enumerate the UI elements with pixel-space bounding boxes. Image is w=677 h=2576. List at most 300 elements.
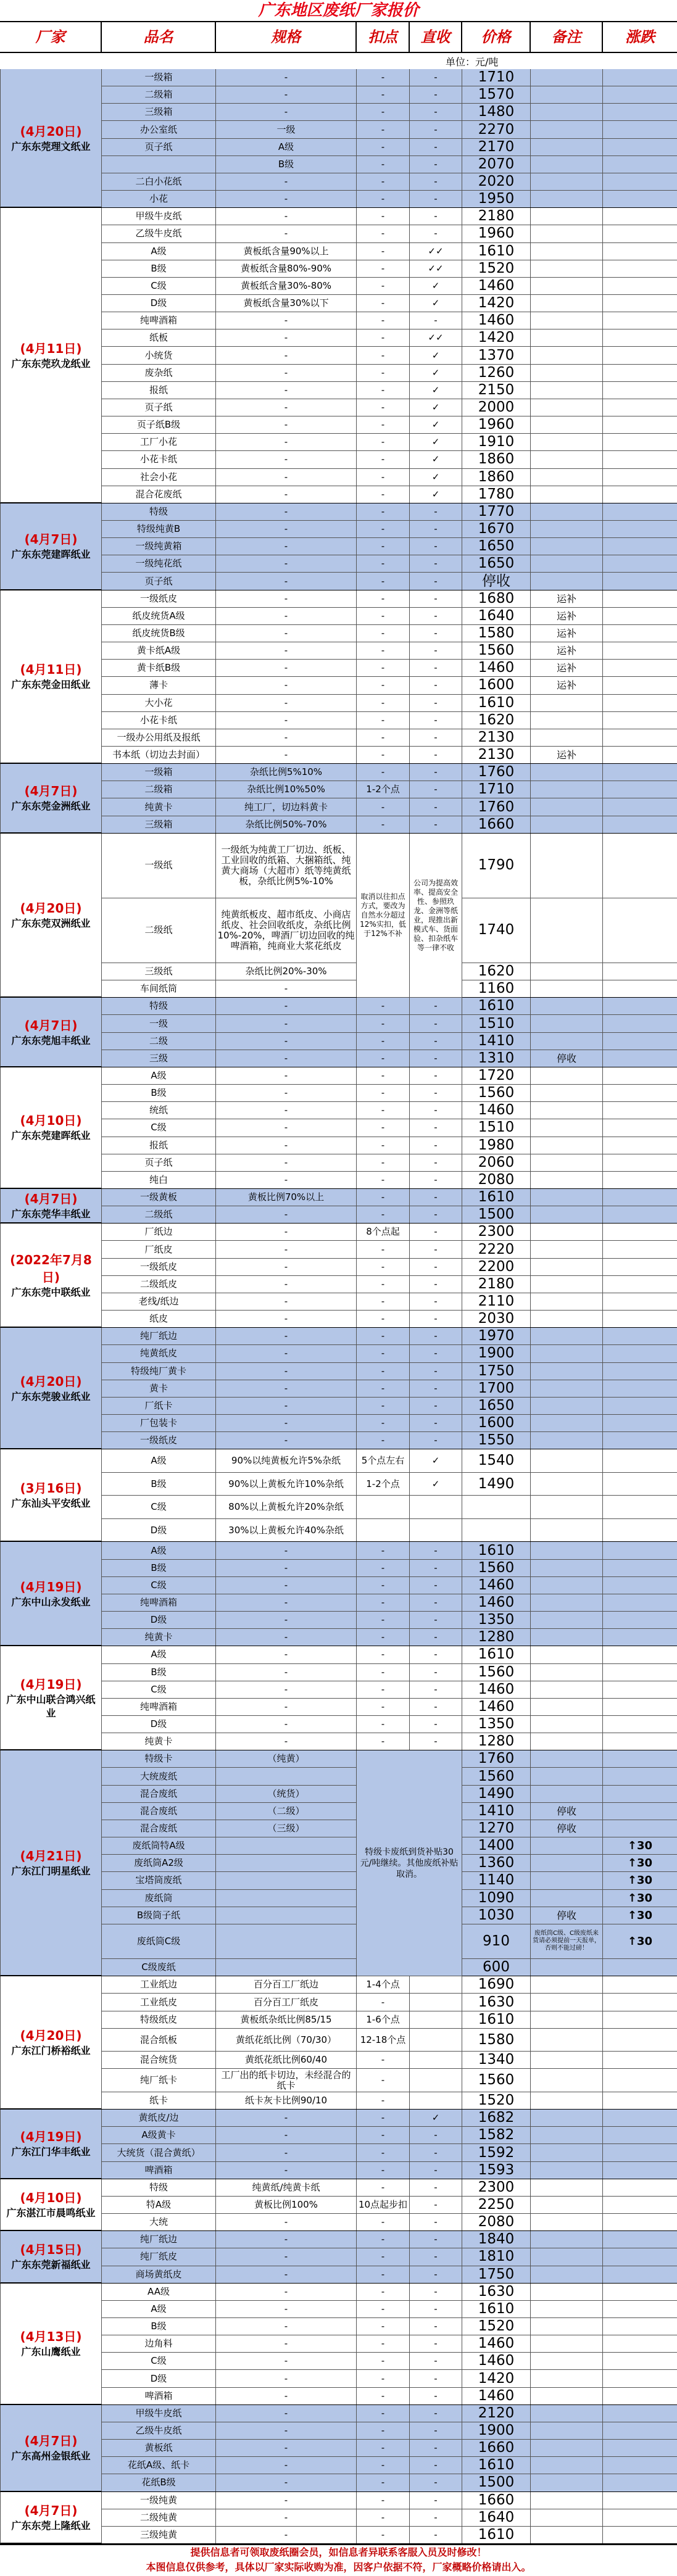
factory-date: (4月13日) xyxy=(20,2329,82,2345)
accept-cell: - xyxy=(410,191,462,208)
spec-cell: - xyxy=(216,2335,357,2353)
spec-cell: - xyxy=(216,998,357,1015)
product-cell: 小花卡纸 xyxy=(102,451,216,468)
spec-cell: - xyxy=(216,642,357,660)
spec-cell: - xyxy=(216,1542,357,1559)
product-cell: 页子纸 xyxy=(102,1154,216,1172)
factory-date: (4月10日) xyxy=(20,2190,82,2205)
price-cell: 1400 xyxy=(462,1837,531,1855)
table-header xyxy=(0,21,677,53)
deduct-cell: - xyxy=(357,2092,410,2110)
price-cell: 1140 xyxy=(462,1872,531,1889)
spec-cell: - xyxy=(216,312,357,329)
change-cell xyxy=(603,1050,677,1067)
spec-cell xyxy=(216,1837,357,1855)
product-cell: 特级纯厂黄卡 xyxy=(102,1363,216,1380)
product-cell: 页子纸B级 xyxy=(102,416,216,434)
accept-cell: - xyxy=(410,521,462,538)
spec-cell: - xyxy=(216,2266,357,2284)
product-cell: B级 xyxy=(102,1664,216,1681)
note-cell xyxy=(531,1154,603,1172)
change-cell xyxy=(603,2422,677,2440)
note-cell xyxy=(531,695,603,712)
spec-cell: - xyxy=(216,1015,357,1032)
change-cell xyxy=(603,781,677,798)
deduct-cell: - xyxy=(357,1033,410,1050)
product-cell: D级 xyxy=(102,1716,216,1733)
change-cell xyxy=(603,121,677,138)
merged-note: 公司为提高效率、提高安全性、参照玖龙、金洲等纸业，现推出新模式车、货面验、扣杂纸车等一律不收 xyxy=(410,834,462,998)
price-cell: 1460 xyxy=(462,1699,531,1716)
price-cell: 2120 xyxy=(462,2405,531,2422)
deduct-cell: - xyxy=(357,521,410,538)
accept-cell: - xyxy=(410,1664,462,1681)
accept-cell: ✓ xyxy=(410,295,462,312)
accept-cell: - xyxy=(410,1015,462,1032)
note-cell: 运补 xyxy=(531,625,603,642)
price-cell: 1460 xyxy=(462,1594,531,1612)
header-price: 价格 xyxy=(462,22,531,52)
change-cell xyxy=(603,225,677,242)
note-cell xyxy=(531,1994,603,2011)
change-cell xyxy=(603,1137,677,1154)
note-cell xyxy=(531,1646,603,1663)
change-cell xyxy=(603,1560,677,1577)
note-cell: 废纸筒C级、C级废纸来货请必须提前一天报单，否则不能过磅！ xyxy=(531,1924,603,1959)
note-cell xyxy=(531,816,603,834)
change-cell xyxy=(603,2388,677,2405)
product-cell: 统纸 xyxy=(102,1102,216,1119)
change-cell xyxy=(603,2266,677,2284)
price-cell: 1610 xyxy=(462,695,531,712)
note-cell xyxy=(531,998,603,1015)
price-cell: 1420 xyxy=(462,295,531,312)
change-cell xyxy=(603,2162,677,2179)
product-cell: D级 xyxy=(102,1612,216,1629)
product-cell: 甲级牛皮纸 xyxy=(102,2405,216,2422)
change-cell xyxy=(603,521,677,538)
note-cell xyxy=(531,1786,603,1803)
spec-cell: - xyxy=(216,2162,357,2179)
note-cell xyxy=(531,1119,603,1137)
product-cell: 纯啤酒箱 xyxy=(102,312,216,329)
spec-cell: - xyxy=(216,208,357,225)
deduct-cell: - xyxy=(357,1137,410,1154)
spec-cell: 黄板纸含量30%以下 xyxy=(216,295,357,312)
product-cell: 一级箱 xyxy=(102,69,216,86)
change-cell xyxy=(603,2144,677,2161)
deduct-cell: - xyxy=(357,2248,410,2266)
change-cell xyxy=(603,1415,677,1432)
deduct-cell: - xyxy=(357,208,410,225)
change-cell xyxy=(603,538,677,555)
change-cell xyxy=(603,2011,677,2029)
factory-date: (4月11日) xyxy=(20,341,82,356)
price-cell: 1610 xyxy=(462,998,531,1015)
product-cell: 纯黄卡 xyxy=(102,1629,216,1646)
product-cell: 一级 xyxy=(102,1015,216,1032)
product-cell: 废纸筒C级 xyxy=(102,1924,216,1959)
deduct-cell: 1-4个点 xyxy=(357,1976,410,1994)
change-cell xyxy=(603,1612,677,1629)
accept-cell: - xyxy=(410,2318,462,2335)
deduct-cell: - xyxy=(357,69,410,86)
change-cell xyxy=(603,1154,677,1172)
spec-cell: - xyxy=(216,677,357,694)
product-cell: 一级办公用纸及报纸 xyxy=(102,729,216,747)
deduct-cell: 10点起步扣 xyxy=(357,2197,410,2214)
deduct-cell: - xyxy=(357,1067,410,1085)
accept-cell: - xyxy=(410,1293,462,1311)
price-cell: 2170 xyxy=(462,139,531,156)
deduct-cell: - xyxy=(357,86,410,104)
product-cell: B级 xyxy=(102,1085,216,1102)
note-cell xyxy=(531,469,603,486)
spec-cell: 纯黄纸板皮、超市纸皮、小商店纸皮、社会回收纸皮，杂纸比例10%-20%，啤酒厂切边回收的纯啤酒箱，纯商业大浆花纸皮 xyxy=(216,898,357,963)
change-cell xyxy=(603,2353,677,2370)
deduct-cell: - xyxy=(357,2527,410,2544)
spec-cell: - xyxy=(216,2440,357,2457)
note-cell xyxy=(531,173,603,191)
deduct-cell: 5个点左右 xyxy=(357,1449,410,1473)
deduct-cell: - xyxy=(357,173,410,191)
change-cell xyxy=(603,677,677,694)
deduct-cell: - xyxy=(357,1276,410,1293)
deduct-cell: - xyxy=(357,1612,410,1629)
change-cell xyxy=(603,2029,677,2052)
accept-cell: - xyxy=(410,1577,462,1594)
change-cell xyxy=(603,1519,677,1543)
accept-cell xyxy=(410,2011,462,2029)
accept-cell: - xyxy=(410,173,462,191)
note-cell xyxy=(531,1855,603,1872)
product-cell: 废纸筒 xyxy=(102,1890,216,1907)
spec-cell: - xyxy=(216,469,357,486)
change-cell xyxy=(603,625,677,642)
product-cell: 页子纸 xyxy=(102,399,216,416)
product-cell: B级 xyxy=(102,1473,216,1496)
price-cell: 1460 xyxy=(462,278,531,295)
product-cell: 花纸A级、纸卡 xyxy=(102,2457,216,2474)
note-cell xyxy=(531,1380,603,1398)
spec-cell: - xyxy=(216,1398,357,1415)
change-cell xyxy=(603,278,677,295)
note-cell xyxy=(531,1067,603,1085)
note-cell xyxy=(531,139,603,156)
note-cell xyxy=(531,2029,603,2052)
note-cell: 停收 xyxy=(531,1820,603,1837)
product-cell: A级 xyxy=(102,2301,216,2318)
note-cell xyxy=(531,1959,603,1976)
product-cell: 废纸筒A2级 xyxy=(102,1855,216,1872)
deduct-cell: - xyxy=(357,1380,410,1398)
accept-cell: - xyxy=(410,1259,462,1276)
price-cell: 1620 xyxy=(462,963,531,980)
accept-cell: - xyxy=(410,1345,462,1362)
factory-cell xyxy=(0,1189,102,1224)
spec-cell: - xyxy=(216,1293,357,1311)
factory-name: 广东江门桥裕纸业 xyxy=(11,2045,91,2057)
note-cell xyxy=(531,2231,603,2248)
change-cell xyxy=(603,260,677,278)
product-cell: A级 xyxy=(102,243,216,260)
accept-cell: - xyxy=(410,608,462,625)
accept-cell: - xyxy=(410,1189,462,1206)
note-cell: 停收 xyxy=(531,1050,603,1067)
deduct-cell: 12-18个点 xyxy=(357,2029,410,2052)
note-cell xyxy=(531,1560,603,1577)
price-cell: 1520 xyxy=(462,2092,531,2110)
spec-cell: - xyxy=(216,1276,357,1293)
price-cell: 1550 xyxy=(462,1432,531,1449)
header-product: 品名 xyxy=(102,22,216,52)
note-cell xyxy=(531,1664,603,1681)
product-cell: 一级纯黄 xyxy=(102,2492,216,2509)
change-cell xyxy=(603,1102,677,1119)
accept-cell: - xyxy=(410,764,462,781)
change-cell xyxy=(603,2231,677,2248)
note-cell xyxy=(531,2110,603,2127)
deduct-cell: - xyxy=(357,798,410,816)
note-cell xyxy=(531,1750,603,1768)
change-cell xyxy=(603,1015,677,1032)
spec-cell: - xyxy=(216,1206,357,1224)
deduct-cell: - xyxy=(357,2370,410,2387)
note-cell: 运补 xyxy=(531,677,603,694)
change-cell xyxy=(603,1594,677,1612)
price-cell: 1490 xyxy=(462,1473,531,1496)
change-cell xyxy=(603,2110,677,2127)
note-cell xyxy=(531,1102,603,1119)
spec-cell: - xyxy=(216,1577,357,1594)
factory-cell xyxy=(0,2231,102,2283)
spec-cell xyxy=(216,1872,357,1889)
spec-cell: 黄板纸含量80%-90% xyxy=(216,260,357,278)
price-cell: 1582 xyxy=(462,2127,531,2144)
product-cell: C级 xyxy=(102,1119,216,1137)
deduct-cell: - xyxy=(357,1398,410,1415)
change-cell xyxy=(603,2440,677,2457)
note-cell xyxy=(531,573,603,590)
note-cell xyxy=(531,69,603,86)
accept-cell: - xyxy=(410,1681,462,1699)
spec-cell: - xyxy=(216,712,357,729)
deduct-cell: - xyxy=(357,486,410,503)
accept-cell: - xyxy=(410,1594,462,1612)
note-cell xyxy=(531,1681,603,1699)
factory-name: 广东东莞理文纸业 xyxy=(11,140,91,152)
product-cell: D级 xyxy=(102,295,216,312)
change-cell xyxy=(603,573,677,590)
product-cell: 商场黄纸皮 xyxy=(102,2266,216,2284)
note-cell xyxy=(531,1398,603,1415)
change-cell xyxy=(603,729,677,747)
product-cell: 二级 xyxy=(102,1033,216,1050)
product-cell: 大统货（混合黄纸） xyxy=(102,2144,216,2161)
change-cell xyxy=(603,1716,677,1733)
deduct-cell: - xyxy=(357,278,410,295)
price-cell: 1600 xyxy=(462,677,531,694)
accept-cell: - xyxy=(410,695,462,712)
product-cell: 特级 xyxy=(102,2179,216,2197)
note-cell xyxy=(531,521,603,538)
accept-cell: - xyxy=(410,2248,462,2266)
note-cell xyxy=(531,243,603,260)
spec-cell: - xyxy=(216,1681,357,1699)
accept-cell: - xyxy=(410,2284,462,2301)
deduct-cell: - xyxy=(357,2069,410,2092)
deduct-cell: - xyxy=(357,1154,410,1172)
price-cell: 1420 xyxy=(462,329,531,347)
note-cell xyxy=(531,104,603,121)
product-cell: 混合统货 xyxy=(102,2052,216,2069)
change-cell: ↑30 xyxy=(603,1907,677,1924)
note-cell xyxy=(531,2422,603,2440)
change-cell xyxy=(603,980,677,998)
change-cell xyxy=(603,1449,677,1473)
factory-cell xyxy=(0,1976,102,2110)
change-cell xyxy=(603,208,677,225)
factory-name: 广东东莞骏业纸业 xyxy=(11,1390,91,1402)
spec-cell: - xyxy=(216,86,357,104)
accept-cell: - xyxy=(410,2457,462,2474)
spec-cell: - xyxy=(216,1363,357,1380)
accept-cell: - xyxy=(410,1646,462,1663)
spec-cell: B级 xyxy=(216,156,357,173)
note-cell xyxy=(531,2214,603,2231)
product-cell: 三级 xyxy=(102,1050,216,1067)
spec-cell: 一级纸为纯黄工厂切边、纸板、工业回收的纸箱、大捆箱纸、纯黄大商场（大超市）纸等纯黄纸板，杂纸比例5%-10% xyxy=(216,834,357,898)
note-cell xyxy=(531,2052,603,2069)
accept-cell: - xyxy=(410,816,462,834)
spec-cell: - xyxy=(216,2214,357,2231)
change-cell xyxy=(603,434,677,451)
deduct-cell: - xyxy=(357,2110,410,2127)
factory-name: 广东湛江市晨鸣纸业 xyxy=(6,2206,96,2219)
factory-cell xyxy=(0,69,102,208)
product-cell: 一级纯黄箱 xyxy=(102,538,216,555)
spec-cell: - xyxy=(216,555,357,573)
price-cell: 1370 xyxy=(462,347,531,364)
accept-cell: - xyxy=(410,1102,462,1119)
factory-cell xyxy=(0,2405,102,2492)
change-cell xyxy=(603,1646,677,1663)
spec-cell: - xyxy=(216,104,357,121)
product-cell: C级 xyxy=(102,2353,216,2370)
note-cell xyxy=(531,191,603,208)
deduct-cell: - xyxy=(357,1594,410,1612)
spec-cell: - xyxy=(216,1733,357,1750)
accept-cell: - xyxy=(410,2474,462,2491)
accept-cell xyxy=(410,1519,462,1543)
spec-cell: - xyxy=(216,2388,357,2405)
deduct-cell: - xyxy=(357,695,410,712)
change-cell xyxy=(603,2069,677,2092)
product-cell: 边角料 xyxy=(102,2335,216,2353)
price-cell: 1770 xyxy=(462,503,531,521)
accept-cell: - xyxy=(410,2492,462,2509)
price-cell: 1960 xyxy=(462,416,531,434)
change-cell xyxy=(603,1542,677,1559)
change-cell xyxy=(603,2127,677,2144)
accept-cell: - xyxy=(410,1085,462,1102)
price-cell: 2250 xyxy=(462,2197,531,2214)
spec-cell: 工厂出的纸卡切边，未经混合的纸卡 xyxy=(216,2069,357,2092)
accept-cell: - xyxy=(410,1699,462,1716)
note-cell xyxy=(531,1137,603,1154)
spec-cell: - xyxy=(216,2492,357,2509)
spec-cell: - xyxy=(216,590,357,608)
accept-cell: - xyxy=(410,225,462,242)
factory-name: 广东中山联合鸿兴纸业 xyxy=(6,1693,96,1719)
factory-name: 广东东莞玖龙纸业 xyxy=(11,357,91,370)
accept-cell: ✓✓ xyxy=(410,243,462,260)
product-cell: 废杂纸 xyxy=(102,365,216,382)
note-cell xyxy=(531,1033,603,1050)
spec-cell: - xyxy=(216,2110,357,2127)
price-cell: 1640 xyxy=(462,2509,531,2527)
unit-row xyxy=(0,51,677,69)
change-cell xyxy=(603,139,677,156)
product-cell: 特级 xyxy=(102,998,216,1015)
spec-cell: - xyxy=(216,1629,357,1646)
accept-cell: - xyxy=(410,625,462,642)
accept-cell: ✓ xyxy=(410,365,462,382)
factory-date: (4月20日) xyxy=(20,901,82,916)
spec-cell: - xyxy=(216,1345,357,1362)
product-cell: 乙级牛皮纸 xyxy=(102,2422,216,2440)
product-cell: 纯厂纸皮 xyxy=(102,2248,216,2266)
deduct-cell: - xyxy=(357,1646,410,1663)
factory-cell xyxy=(0,590,102,764)
change-cell xyxy=(603,1380,677,1398)
product-cell: 书本纸（切边去封面） xyxy=(102,747,216,764)
price-cell: 1760 xyxy=(462,798,531,816)
product-cell: 小统货 xyxy=(102,347,216,364)
note-cell xyxy=(531,1542,603,1559)
price-cell: 1410 xyxy=(462,1803,531,1820)
note-cell xyxy=(531,2162,603,2179)
accept-cell: - xyxy=(410,156,462,173)
note-cell xyxy=(531,382,603,399)
note-cell xyxy=(531,2092,603,2110)
accept-cell xyxy=(410,1994,462,2011)
deduct-cell: - xyxy=(357,2052,410,2069)
spec-cell: - xyxy=(216,1699,357,1716)
deduct-cell: - xyxy=(357,1241,410,1258)
deduct-cell xyxy=(357,1519,410,1543)
spec-cell: - xyxy=(216,173,357,191)
factory-cell xyxy=(0,2492,102,2544)
factory-name: 广东汕头平安纸业 xyxy=(11,1497,91,1510)
factory-cell xyxy=(0,1646,102,1750)
deduct-cell: - xyxy=(357,329,410,347)
note-cell xyxy=(531,1345,603,1362)
product-cell: 厂包装卡 xyxy=(102,1415,216,1432)
factory-cell xyxy=(0,1328,102,1449)
note-cell xyxy=(531,2127,603,2144)
factory-name: 广东高州金银纸业 xyxy=(11,2450,91,2462)
spec-cell: - xyxy=(216,1050,357,1067)
price-cell: 1500 xyxy=(462,2474,531,2491)
product-cell: 纯啤酒箱 xyxy=(102,1594,216,1612)
price-cell: 2060 xyxy=(462,1154,531,1172)
deduct-cell: - xyxy=(357,2301,410,2318)
accept-cell: - xyxy=(410,312,462,329)
spec-cell: - xyxy=(216,434,357,451)
product-cell: 小花卡纸 xyxy=(102,712,216,729)
deduct-cell: - xyxy=(357,1681,410,1699)
